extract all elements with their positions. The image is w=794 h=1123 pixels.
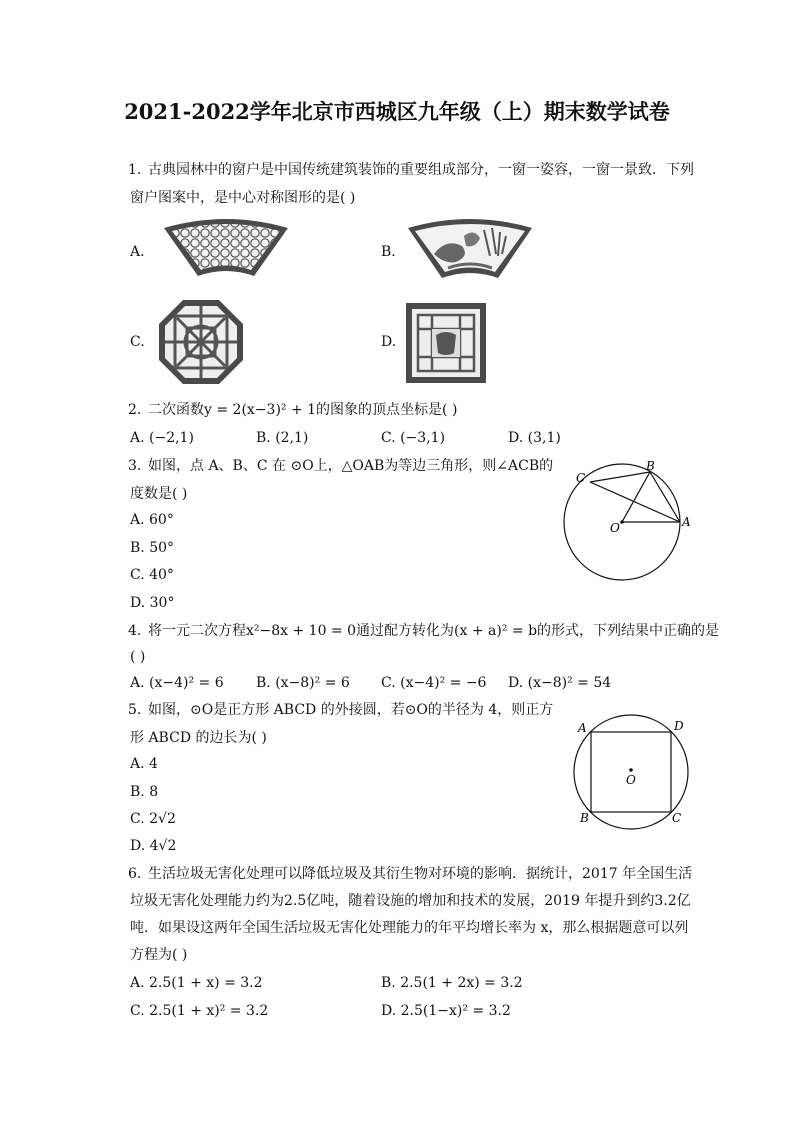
q1-line1: 古典园林中的窗户是中国传统建筑装饰的重要组成部分，一窗一姿容，一窗一景致．下列 (148, 162, 694, 178)
q1-option-a-window-image (160, 218, 292, 280)
q5-line1: 如图，⊙O是正方形 ABCD 的外接圆，若⊙O的半径为 4，则正方 (148, 702, 554, 718)
q3-line1: 如图，点 A、B、C 在 ⊙O上，△OAB为等边三角形，则∠ACB的 (148, 458, 554, 474)
q1-option-d-label: D. (381, 334, 397, 350)
q6-option-c: C. 2.5(1 + x)² = 3.2 (130, 1003, 269, 1019)
q4-option-b: B. (x−8)² = 6 (256, 675, 350, 691)
q5-option-a: A. 4 (130, 756, 158, 772)
q5-number: 5. (128, 702, 142, 718)
q1-option-a-label: A. (130, 244, 145, 260)
q1-option-c-window-image (157, 298, 245, 386)
q5-label-c: C (672, 811, 682, 825)
q5-option-c: C. 2√2 (130, 811, 176, 827)
q3-circle-figure (560, 458, 700, 588)
q1-option-d-window-image (406, 303, 486, 383)
q3-label-c: C (576, 471, 586, 485)
q5-label-d: D (674, 719, 684, 733)
q3-option-d: D. 30° (130, 595, 175, 611)
q3-center-dot (620, 520, 624, 524)
page-title: 2021-2022学年北京市西城区九年级（上）期末数学试卷 (124, 99, 670, 124)
q4-number: 4. (128, 623, 142, 639)
q6-line3: 吨．如果设这两年全国生活垃圾无害化处理能力的年平均增长率为 x，那么根据题意可以列 (130, 920, 689, 936)
q5-option-b: B. 8 (130, 784, 159, 800)
q2-number: 2. (128, 402, 142, 418)
q3-line2: 度数是( ) (130, 486, 188, 502)
q6-option-d: D. 2.5(1−x)² = 3.2 (381, 1003, 511, 1019)
q2-option-a: A. (−2,1) (130, 430, 194, 446)
q3-line-ab (650, 472, 680, 522)
q2-line1: 二次函数y = 2(x−3)² + 1的图象的顶点坐标是( ) (148, 402, 458, 418)
q5-label-o: O (626, 773, 636, 787)
q5-center-dot (629, 768, 633, 772)
q5-label-b: B (580, 811, 589, 825)
q5-line2: 形 ABCD 的边长为( ) (130, 730, 267, 746)
q3-line-ob (622, 472, 650, 522)
q5-square (591, 732, 671, 812)
q5-label-a: A (578, 721, 587, 735)
q3-option-a: A. 60° (130, 512, 174, 528)
q1-line2: 窗户图案中，是中心对称图形的是( ) (130, 190, 356, 206)
q4-option-c: C. (x−4)² = −6 (381, 675, 487, 691)
q3-option-b: B. 50° (130, 540, 175, 556)
q3-number: 3. (128, 458, 142, 474)
q1-number: 1. (128, 162, 142, 178)
q2-option-b: B. (2,1) (256, 430, 309, 446)
q5-option-d: D. 4√2 (130, 838, 177, 854)
q2-option-d: D. (3,1) (508, 430, 561, 446)
q2-option-c: C. (−3,1) (381, 430, 446, 446)
q4-line2: ( ) (130, 649, 146, 665)
q6-line1: 生活垃圾无害化处理可以降低垃圾及其衍生物对环境的影响．据统计，2017 年全国生活 (148, 866, 693, 882)
q4-line1: 将一元二次方程x²−8x + 10 = 0通过配方转化为(x + a)² = b的形式，下列结果中正确的是 (148, 623, 720, 639)
q4-option-a: A. (x−4)² = 6 (130, 675, 224, 691)
q1-option-b-label: B. (381, 244, 396, 260)
q3-label-a: A (682, 515, 691, 529)
q6-option-b: B. 2.5(1 + 2x) = 3.2 (381, 975, 523, 991)
q3-option-c: C. 40° (130, 567, 174, 583)
q3-line-cb (590, 472, 650, 482)
q1-option-c-label: C. (130, 334, 145, 350)
q3-label-o: O (610, 521, 620, 535)
q6-option-a: A. 2.5(1 + x) = 3.2 (130, 975, 263, 991)
q4-option-d: D. (x−8)² = 54 (508, 675, 612, 691)
q3-label-b: B (646, 459, 655, 473)
q6-line4: 方程为( ) (130, 947, 188, 963)
q3-line-ca (590, 482, 680, 522)
q5-square-circle-figure (568, 712, 698, 830)
q6-number: 6. (128, 866, 142, 882)
q1-option-b-window-image (404, 216, 536, 282)
q6-line2: 垃圾无害化处理能力约为2.5亿吨，随着设施的增加和技术的发展，2019 年提升到约3.2亿 (130, 893, 691, 909)
